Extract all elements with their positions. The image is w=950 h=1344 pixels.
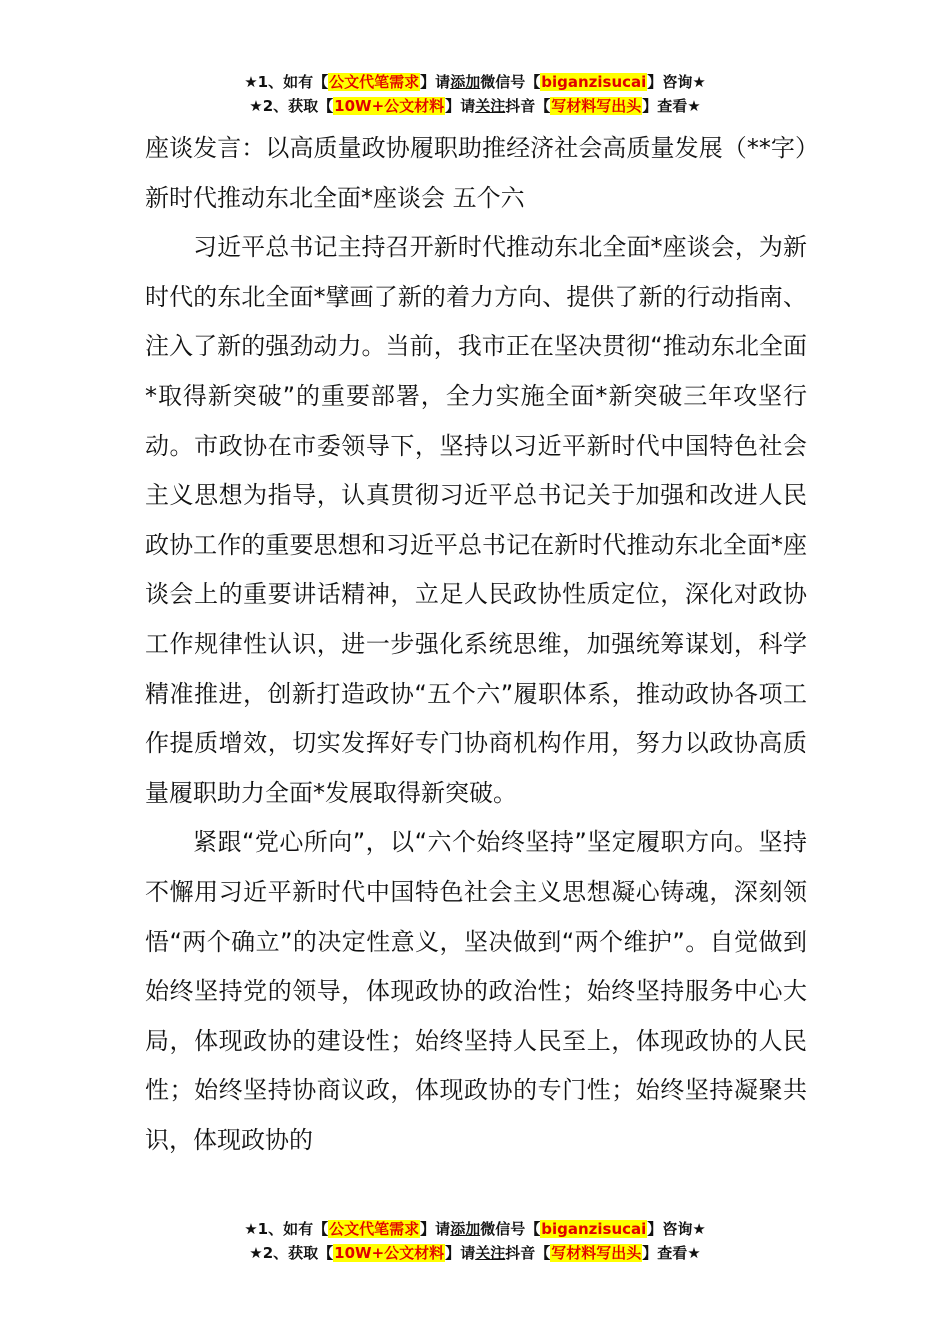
highlight-materials: 10W+公文材料: [334, 1244, 445, 1262]
top-banner: [0, 70, 950, 118]
banner-line-1: ★1、如有【公文代笔需求】请添加微信号【biganzisucai】咨询★: [244, 73, 706, 91]
highlight-service: 公文代笔需求: [329, 73, 420, 91]
banner-text: ★1、如有: [244, 73, 314, 91]
banner-line-2: ★2、获取【10W+公文材料】请关注抖音【写材料写出头】查看★: [249, 97, 701, 115]
banner-text: ★2、获取: [249, 97, 319, 115]
highlight-wechat-id: biganzisucai: [541, 1220, 647, 1238]
paragraph-1: 习近平总书记主持召开新时代推动东北全面*座谈会，为新时代的东北全面*擘画了新的着力方向、提供了新的行动指南、注入了新的强劲动力。当前，我市正在坚决贯彻“推动东北全面*取得新突破”的重要部署，全力实施全面*新突破三年攻坚行动。市政协在市委领导下，坚持以习近平新时代中国特色社会主义思想为指导，认真贯彻习近平总书记关于加强和改进人民政协工作的重要思想和习近平总书记在新时代推动东北全面*座谈会上的重要讲话精神，立足人民政协性质定位，深化对政协工作规律性认识，进一步强化系统思维，加强统筹谋划，科学精准推进，创新打造政协“五个六”履职体系，推动政协各项工作提质增效，切实发挥好专门协商机构作用，努力以政协高质量履职助力全面*发展取得新突破。: [145, 233, 807, 807]
bottom-banner: [0, 1217, 950, 1265]
banner-line-1: ★1、如有【公文代笔需求】请添加微信号【biganzisucai】咨询★: [244, 1220, 706, 1238]
highlight-douyin: 写材料写出头: [551, 97, 642, 115]
document-title: 座谈发言：以高质量政协履职助推经济社会高质量发展（**字）新时代推动东北全面*座谈会 五个六: [145, 134, 807, 212]
highlight-douyin: 写材料写出头: [551, 1244, 642, 1262]
document-body: [145, 124, 807, 1165]
banner-line-2: ★2、获取【10W+公文材料】请关注抖音【写材料写出头】查看★: [249, 1244, 701, 1262]
highlight-service: 公文代笔需求: [329, 1220, 420, 1238]
highlight-materials: 10W+公文材料: [334, 97, 445, 115]
highlight-wechat-id: biganzisucai: [541, 73, 647, 91]
paragraph-2: 紧跟“党心所向”，以“六个始终坚持”坚定履职方向。坚持不懈用习近平新时代中国特色社会主义思想凝心铸魂，深刻领悟“两个确立”的决定性意义，坚决做到“两个维护”。自觉做到始终坚持党的领导，体现政协的政治性；始终坚持服务中心大局，体现政协的建设性；始终坚持人民至上，体现政协的人民性；始终坚持协商议政，体现政协的专门性；始终坚持凝聚共识，体现政协的: [145, 828, 807, 1154]
